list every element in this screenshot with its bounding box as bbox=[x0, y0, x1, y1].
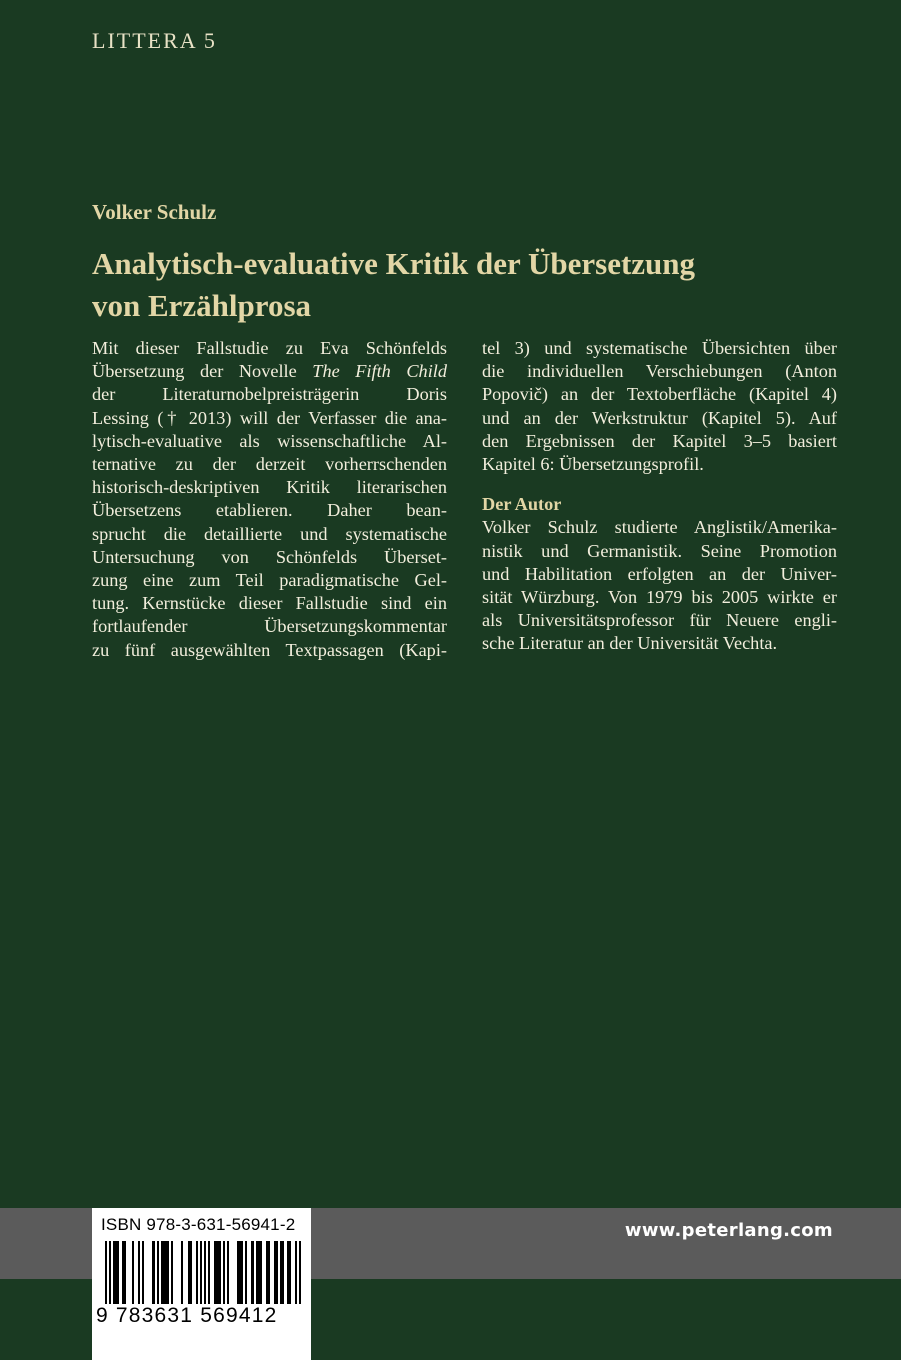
barcode-bar bbox=[241, 1241, 243, 1304]
blurb-line: und an der Werkstruktur (Kapitel 5). Auf bbox=[482, 407, 837, 428]
barcode-bar bbox=[152, 1241, 154, 1304]
author-bio-line: und Habilitation erfolgten an der Univer- bbox=[482, 563, 837, 584]
barcode-bar bbox=[142, 1241, 144, 1304]
author-bio-line: sche Literatur an der Universität Vechta. bbox=[482, 633, 778, 654]
author-bio-line: Volker Schulz studierte Anglistik/Amerika- bbox=[482, 517, 837, 538]
barcode-bar bbox=[117, 1241, 119, 1304]
barcode-bar bbox=[124, 1241, 126, 1304]
barcode-bar bbox=[171, 1241, 173, 1304]
barcode-bar bbox=[109, 1241, 111, 1304]
barcode-bar bbox=[208, 1241, 210, 1304]
book-title bbox=[92, 243, 852, 327]
blurb-line: die individuellen Verschiebungen (Anton bbox=[482, 361, 837, 382]
barcode-bar bbox=[167, 1241, 169, 1304]
barcode-bar bbox=[196, 1241, 198, 1304]
barcode-bars bbox=[105, 1241, 301, 1304]
blurb-text: Übersetzung der Novelle bbox=[92, 361, 313, 382]
barcode-bar bbox=[138, 1241, 140, 1304]
barcode-bar bbox=[105, 1241, 107, 1304]
barcode-bar bbox=[251, 1241, 253, 1304]
blurb-line: zu fünf ausgewählten Textpassagen (Kapi- bbox=[92, 639, 447, 660]
blurb-line: historisch-deskriptiven Kritik literarischen bbox=[92, 477, 447, 498]
blurb-line: Kapitel 6: Übersetzungsprofil. bbox=[482, 454, 704, 475]
blurb-line: den Ergebnissen der Kapitel 3–5 basiert bbox=[482, 430, 837, 451]
barcode-bar bbox=[295, 1241, 297, 1304]
barcode-bar bbox=[289, 1241, 291, 1304]
barcode-bar bbox=[260, 1241, 262, 1304]
barcode-bar bbox=[190, 1241, 192, 1304]
barcode-bar bbox=[181, 1241, 183, 1304]
paragraph-spacer bbox=[482, 476, 837, 493]
about-author-heading: Der Autor bbox=[482, 494, 562, 515]
novel-title: The Fifth Child bbox=[312, 361, 447, 382]
blurb-line: Übersetzens etablieren. Daher bean- bbox=[92, 500, 447, 521]
author-bio-line: sität Würzburg. Von 1979 bis 2005 wirkte er bbox=[482, 587, 837, 608]
author-name: Volker Schulz bbox=[92, 200, 217, 224]
blurb-line: tel 3) und systematische Übersichten über bbox=[482, 338, 837, 358]
barcode-bar bbox=[223, 1241, 225, 1304]
blurb-line: Popovič) an der Textoberfläche (Kapitel 4) bbox=[482, 384, 837, 405]
title-line: von Erzählprosa bbox=[92, 288, 312, 323]
barcode-bar bbox=[204, 1241, 206, 1304]
blurb-line: fortlaufender Übersetzungskommentar bbox=[92, 616, 447, 637]
author-bio-line: als Universitätsprofessor für Neuere engli- bbox=[482, 610, 837, 631]
blurb-line: tung. Kernstücke dieser Fallstudie sind ein bbox=[92, 593, 447, 614]
blurb-line: Untersuchung von Schönfelds Überset- bbox=[92, 546, 447, 567]
blurb-line: Mit dieser Fallstudie zu Eva Schönfelds bbox=[92, 338, 447, 358]
barcode-bar bbox=[245, 1241, 247, 1304]
barcode-bar bbox=[157, 1241, 159, 1304]
isbn-label: ISBN 978-3-631-56941-2 bbox=[101, 1215, 296, 1234]
blurb-right-column bbox=[482, 337, 837, 656]
barcode-bar bbox=[132, 1241, 134, 1304]
barcode-bar bbox=[218, 1241, 220, 1304]
blurb-line: Lessing († 2013) will der Verfasser die ana- bbox=[92, 407, 447, 428]
title-line: Analytisch-evaluative Kritik der Übersetzung bbox=[92, 246, 696, 281]
barcode-bar bbox=[299, 1241, 301, 1304]
blurb-left-column bbox=[92, 337, 447, 662]
barcode-bar bbox=[268, 1241, 270, 1304]
blurb-line: ternative zu der derzeit vorherrschenden bbox=[92, 454, 447, 475]
blurb-line: der Literaturnobelpreisträgerin Doris bbox=[92, 384, 447, 405]
publisher-website[interactable]: www.peterlang.com bbox=[624, 1220, 833, 1241]
blurb-line: zung eine zum Teil paradigmatische Gel- bbox=[92, 570, 447, 591]
series-name: LITTERA 5 bbox=[92, 28, 217, 53]
isbn-barcode bbox=[92, 1208, 311, 1360]
barcode-bar bbox=[276, 1241, 278, 1304]
blurb-line bbox=[92, 360, 447, 383]
barcode-bar bbox=[200, 1241, 202, 1304]
barcode-bar bbox=[227, 1241, 229, 1304]
blurb-line: sprucht die detaillierte und systematische bbox=[92, 523, 447, 544]
author-bio-line: nistik und Germanistik. Seine Promotion bbox=[482, 540, 837, 561]
blurb-line: lytisch-evaluative als wissenschaftliche Al- bbox=[92, 430, 447, 451]
barcode-bar bbox=[282, 1241, 284, 1304]
barcode-digits: 9 783631 569412 bbox=[96, 1304, 278, 1327]
